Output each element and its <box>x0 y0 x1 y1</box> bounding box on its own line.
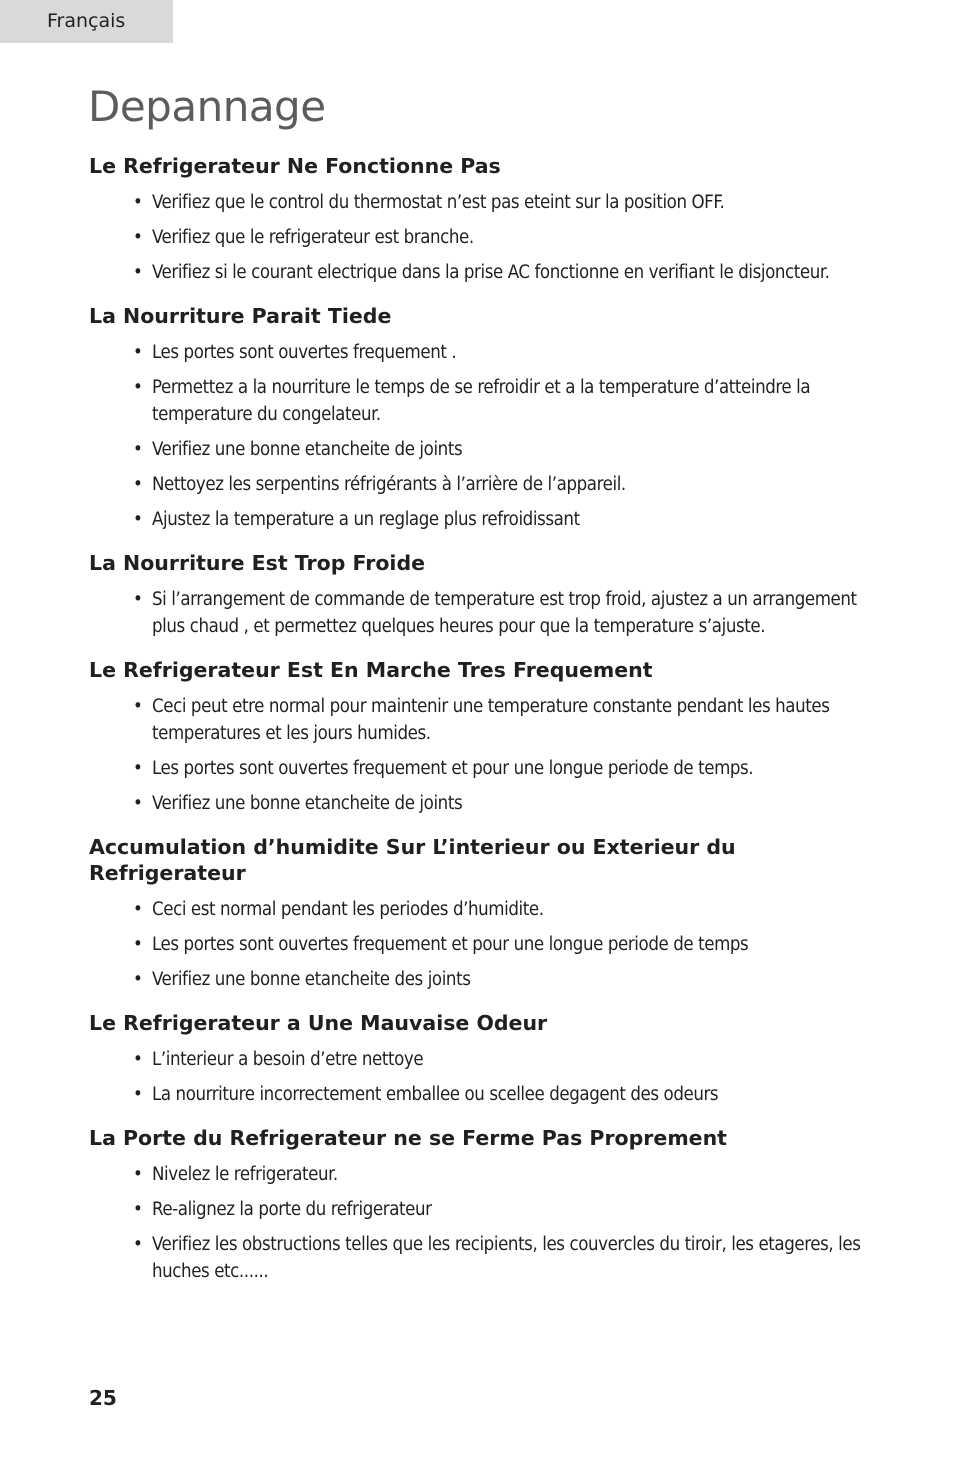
bullet-item: • Ceci peut etre normal pour maintenir une temperature constante pendant les hautes temperatures et les jours humides. <box>133 693 869 747</box>
section <box>89 1125 869 1285</box>
bullet-item: • Ajustez la temperature a un reglage plus refroidissant <box>133 506 869 533</box>
page-number: 25 <box>89 1386 117 1410</box>
bullet-item: • Les portes sont ouvertes frequement et pour une longue periode de temps <box>133 931 869 958</box>
bullet-item: • Ceci est normal pendant les periodes d’humidite. <box>133 896 869 923</box>
language-tab: Français <box>0 0 173 43</box>
bullet-item: • Les portes sont ouvertes frequement . <box>133 339 869 366</box>
section-heading: Accumulation d’humidite Sur L’interieur ou Exterieur du Refrigerateur <box>89 835 736 885</box>
troubleshooting-content <box>89 153 869 1302</box>
bullet-list <box>89 1161 869 1285</box>
section-heading: Le Refrigerateur Est En Marche Tres Frequement <box>89 658 653 682</box>
section-heading: La Porte du Refrigerateur ne se Ferme Pas Proprement <box>89 1126 727 1150</box>
bullet-item: • Permettez a la nourriture le temps de se refroidir et a la temperature d’atteindre la temperature du congelateur. <box>133 374 869 428</box>
bullet-item: • Les portes sont ouvertes frequement et pour une longue periode de temps. <box>133 755 869 782</box>
section <box>89 550 869 640</box>
bullet-item: • Verifiez que le refrigerateur est branche. <box>133 224 869 251</box>
bullet-item: • Nettoyez les serpentins réfrigérants à l’arrière de l’appareil. <box>133 471 869 498</box>
bullet-list <box>89 896 869 993</box>
bullet-item: • Nivelez le refrigerateur. <box>133 1161 869 1188</box>
section-heading: La Nourriture Est Trop Froide <box>89 551 426 575</box>
bullet-list <box>89 693 869 817</box>
section <box>89 657 869 817</box>
bullet-list <box>89 586 869 640</box>
section <box>89 303 869 533</box>
bullet-item: • Verifiez que le control du thermostat n’est pas eteint sur la position OFF. <box>133 189 869 216</box>
section-heading: Le Refrigerateur Ne Fonctionne Pas <box>89 154 501 178</box>
bullet-item: • Verifiez si le courant electrique dans la prise AC fonctionne en verifiant le disjoncteur. <box>133 259 869 286</box>
section <box>89 834 869 993</box>
bullet-item: • La nourriture incorrectement emballee ou scellee degagent des odeurs <box>133 1081 869 1108</box>
page-title: Depannage <box>88 82 326 131</box>
bullet-item: • Verifiez une bonne etancheite de joints <box>133 436 869 463</box>
bullet-list <box>89 189 869 286</box>
bullet-item: • Si l’arrangement de commande de temperature est trop froid, ajustez a un arrangement plus chaud , et permettez quelques heures pour que la temperature s’ajuste. <box>133 586 869 640</box>
bullet-list <box>89 1046 869 1108</box>
bullet-item: • Re-alignez la porte du refrigerateur <box>133 1196 869 1223</box>
bullet-list <box>89 339 869 533</box>
section <box>89 1010 869 1108</box>
bullet-item: • L’interieur a besoin d’etre nettoye <box>133 1046 869 1073</box>
section <box>89 153 869 286</box>
section-heading: La Nourriture Parait Tiede <box>89 304 392 328</box>
section-heading: Le Refrigerateur a Une Mauvaise Odeur <box>89 1011 548 1035</box>
bullet-item: • Verifiez une bonne etancheite des joints <box>133 966 869 993</box>
bullet-item: • Verifiez les obstructions telles que les recipients, les couvercles du tiroir, les etageres, les huches etc...... <box>133 1231 869 1285</box>
bullet-item: • Verifiez une bonne etancheite de joints <box>133 790 869 817</box>
